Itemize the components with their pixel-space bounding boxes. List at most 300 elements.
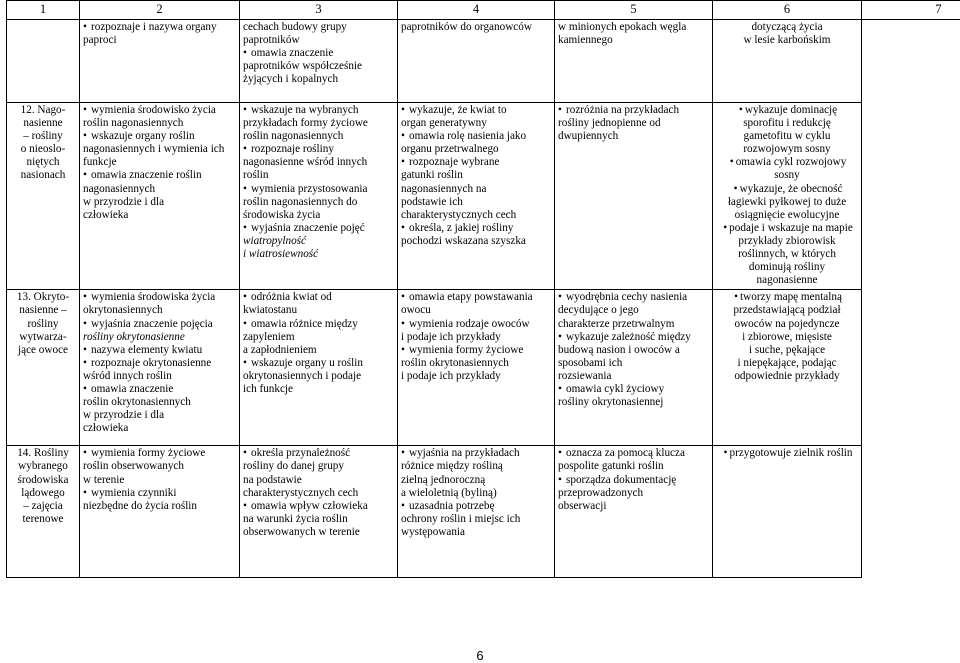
- cell-line-text: i podaje ich przykłady: [401, 331, 501, 343]
- cell-line-text: – rośliny: [23, 130, 62, 142]
- cell-line-text: organ generatywny: [401, 117, 487, 129]
- cell-line-text: ochrony roślin i miejsc ich: [401, 513, 520, 525]
- cell-line: [10, 130, 76, 143]
- cell-line-text: rozróżnia na przykładach: [566, 104, 679, 116]
- cell-line-text: roślin okrytonasiennych: [401, 357, 509, 369]
- header-cell-5: 5: [555, 1, 713, 20]
- requirement-cell: [713, 103, 862, 290]
- cell-line-text: kamiennego: [558, 34, 613, 46]
- cell-line: [401, 21, 551, 34]
- bullet-icon: [401, 130, 409, 143]
- cell-line-text: okrytonasiennych: [83, 304, 163, 316]
- requirement-cell: [398, 20, 555, 103]
- cell-line-text: wybranego: [18, 460, 68, 472]
- cell-line: [83, 409, 236, 422]
- cell-line: [716, 318, 858, 331]
- cell-line-text: różnice między rośliną: [401, 460, 503, 472]
- header-cell-6: 6: [713, 1, 862, 20]
- cell-lines: [243, 291, 394, 396]
- cell-line: [243, 291, 394, 304]
- cell-line-text: sposobami ich: [558, 357, 622, 369]
- cell-line: [10, 513, 76, 526]
- cell-line: [83, 117, 236, 130]
- cell-line-text: omawia rolę nasienia jako: [409, 130, 526, 142]
- bullet-icon: [243, 47, 251, 60]
- cell-lines: [716, 104, 858, 287]
- bullet-icon: [83, 104, 91, 117]
- cell-line: [558, 104, 709, 117]
- cell-line: [716, 304, 858, 317]
- cell-line: [83, 357, 236, 370]
- cell-line-text: charakterystycznych cech: [243, 487, 358, 499]
- cell-line: [243, 500, 394, 513]
- cell-line: [83, 383, 236, 396]
- cell-line: [716, 117, 858, 130]
- cell-line-text: rośliny okrytonasienne: [83, 331, 185, 343]
- cell-line: [243, 331, 394, 344]
- cell-line-text: łagiewki pyłkowej to duże: [728, 196, 846, 208]
- cell-line-text: w przyrodzie i dla: [83, 196, 164, 208]
- cell-line: [83, 34, 236, 47]
- requirement-cell: [713, 20, 862, 103]
- cell-line: [10, 117, 76, 130]
- cell-line: [243, 235, 394, 248]
- cell-line-text: określa, z jakiej rośliny: [409, 222, 513, 234]
- cell-line-text: i suche, pękające: [749, 344, 825, 356]
- cell-line-text: roślin nagonasiennych: [243, 130, 343, 142]
- cell-line-text: uzasadnia potrzebę: [409, 500, 494, 512]
- cell-line: [243, 183, 394, 196]
- cell-line-text: organu przetrwalnego: [401, 143, 499, 155]
- cell-line-text: dotyczącą życia: [751, 21, 822, 33]
- cell-lines: [716, 21, 858, 47]
- cell-line-text: wymienia czynniki: [91, 487, 176, 499]
- cell-line: [716, 291, 858, 304]
- cell-line: [83, 344, 236, 357]
- cell-line: [243, 460, 394, 473]
- cell-line: [401, 130, 551, 143]
- cell-lines: [716, 447, 858, 460]
- requirements-table: [6, 0, 960, 578]
- cell-line-text: rozpoznaje i nazywa organy: [91, 21, 217, 33]
- cell-line: [83, 396, 236, 409]
- cell-line-text: nagonasienne: [757, 274, 818, 286]
- cell-line: [243, 222, 394, 235]
- cell-line-text: podaje i wskazuje na mapie: [729, 222, 853, 234]
- cell-line: [716, 331, 858, 344]
- cell-line: [83, 209, 236, 222]
- cell-line: [10, 331, 76, 344]
- bullet-icon: [243, 500, 251, 513]
- cell-line: [716, 357, 858, 370]
- cell-line-text: podstawie ich: [401, 196, 463, 208]
- cell-line: [558, 370, 709, 383]
- cell-line: [83, 169, 236, 182]
- cell-line-text: paprotników do organowców: [401, 21, 532, 33]
- cell-line-text: omawia różnice między: [251, 318, 358, 330]
- bullet-icon: [721, 222, 729, 235]
- cell-line-text: i niepękające, podając: [737, 357, 836, 369]
- requirement-cell: [80, 446, 240, 578]
- bullet-icon: [558, 474, 566, 487]
- bullet-icon: [243, 143, 251, 156]
- cell-line: [83, 104, 236, 117]
- cell-line: [243, 248, 394, 261]
- cell-line-text: okrytonasiennych i podaje: [243, 370, 361, 382]
- cell-line: [558, 474, 709, 487]
- cell-line-text: na podstawie: [243, 474, 302, 486]
- cell-line-text: rośliny: [27, 318, 58, 330]
- cell-line-text: gametofitu w cyklu: [744, 130, 831, 142]
- cell-line: [10, 474, 76, 487]
- bullet-icon: [83, 318, 91, 331]
- cell-line: [83, 370, 236, 383]
- cell-lines: [558, 104, 709, 143]
- cell-line-text: nazywa elementy kwiatu: [91, 344, 202, 356]
- bullet-icon: [732, 291, 740, 304]
- cell-line-text: omawia znaczenie: [251, 47, 333, 59]
- bullet-icon: [558, 447, 566, 460]
- cell-line: [83, 304, 236, 317]
- cell-line: [401, 357, 551, 370]
- cell-line: [558, 117, 709, 130]
- cell-line-text: gatunki roślin: [401, 169, 463, 181]
- requirement-cell: [80, 290, 240, 446]
- cell-line-text: wskazuje na wybranych: [251, 104, 358, 116]
- cell-line: [401, 209, 551, 222]
- cell-line-text: środowiska: [18, 474, 69, 486]
- cell-line: [243, 447, 394, 460]
- cell-line: [10, 291, 76, 304]
- bullet-icon: [243, 357, 251, 370]
- cell-line-text: dominują rośliny: [749, 261, 825, 273]
- cell-line-text: charakterystycznych cech: [401, 209, 516, 221]
- cell-line-text: oznacza za pomocą klucza: [566, 447, 685, 459]
- cell-line-text: decydujące o jego: [558, 304, 639, 316]
- cell-line-text: nagonasiennych: [83, 183, 155, 195]
- cell-line-text: rośliny do danej grupy: [243, 460, 344, 472]
- cell-line: [243, 196, 394, 209]
- cell-line: [243, 73, 394, 86]
- bullet-icon: [558, 291, 566, 304]
- cell-line: [716, 130, 858, 143]
- bullet-icon: [83, 344, 91, 357]
- cell-line: [558, 396, 709, 409]
- cell-line: [716, 209, 858, 222]
- cell-line-text: w lesie karbońskim: [744, 34, 831, 46]
- cell-line: [716, 274, 858, 287]
- cell-line: [716, 196, 858, 209]
- table-row: [7, 103, 960, 290]
- cell-lines: [10, 291, 76, 356]
- requirement-cell: [240, 446, 398, 578]
- cell-line-text: nasienne –: [19, 304, 67, 316]
- cell-line-text: rozpoznaje rośliny: [251, 143, 334, 155]
- cell-line-text: roślin nagonasiennych: [83, 117, 183, 129]
- cell-line-text: niezbędne do życia roślin: [83, 500, 197, 512]
- cell-line-text: nagonasiennych na: [401, 183, 486, 195]
- cell-line: [401, 235, 551, 248]
- header-cell-4: 4: [398, 1, 555, 20]
- cell-lines: [10, 447, 76, 526]
- cell-line-text: nasienne: [23, 117, 62, 129]
- cell-line: [401, 143, 551, 156]
- cell-line: [243, 117, 394, 130]
- cell-line-text: wiatropylność: [243, 235, 306, 247]
- cell-line: [243, 104, 394, 117]
- bullet-icon: [243, 183, 251, 196]
- cell-line: [10, 169, 76, 182]
- cell-lines: [558, 291, 709, 409]
- cell-line: [716, 248, 858, 261]
- cell-line-text: tworzy mapę mentalną: [740, 291, 842, 303]
- requirement-cell: [80, 20, 240, 103]
- cell-line: [716, 222, 858, 235]
- requirement-cell: [398, 446, 555, 578]
- cell-line: [10, 500, 76, 513]
- cell-line: [401, 318, 551, 331]
- cell-line-text: w minionych epokach węgla: [558, 21, 686, 33]
- cell-line-text: określa przynależność: [251, 447, 350, 459]
- cell-lines: [401, 104, 551, 248]
- cell-line-text: omawia znaczenie: [91, 383, 173, 395]
- header-row: [7, 1, 960, 20]
- cell-line: [401, 500, 551, 513]
- cell-line-text: i wiatrosiewność: [243, 248, 318, 260]
- cell-line-text: w terenie: [83, 474, 124, 486]
- cell-line-text: pochodzi wskazana szyszka: [401, 235, 526, 247]
- cell-line: [401, 104, 551, 117]
- cell-line-text: – zajęcia: [23, 500, 62, 512]
- cell-line: [558, 344, 709, 357]
- cell-line: [83, 500, 236, 513]
- requirement-cell: [555, 20, 713, 103]
- bullet-icon: [558, 331, 566, 344]
- requirement-cell: [555, 290, 713, 446]
- cell-line: [83, 21, 236, 34]
- cell-line: [558, 383, 709, 396]
- cell-line-text: 14. Rośliny: [17, 447, 69, 459]
- cell-line-text: żyjących i kopalnych: [243, 73, 338, 85]
- cell-line-text: dwupiennych: [558, 130, 618, 142]
- cell-line: [83, 183, 236, 196]
- requirement-cell: [240, 290, 398, 446]
- cell-line: [401, 291, 551, 304]
- cell-line: [401, 156, 551, 169]
- cell-lines: [83, 104, 236, 222]
- cell-line: [401, 487, 551, 500]
- cell-line-text: rozpoznaje okrytonasienne: [91, 357, 211, 369]
- cell-line: [83, 460, 236, 473]
- requirement-cell: [713, 290, 862, 446]
- cell-line-text: 12. Nago-: [21, 104, 66, 116]
- cell-line: [558, 500, 709, 513]
- cell-line: [558, 291, 709, 304]
- bullet-icon: [83, 487, 91, 500]
- cell-line-text: nagonasiennych i wymienia ich: [83, 143, 224, 155]
- cell-line: [716, 34, 858, 47]
- topic-cell: [7, 20, 80, 103]
- cell-line-text: cechach budowy grupy: [243, 21, 347, 33]
- cell-line: [243, 47, 394, 60]
- bullet-icon: [732, 183, 740, 196]
- cell-line-text: zielną jednoroczną: [401, 474, 485, 486]
- cell-line-text: wskazuje organy u roślin: [251, 357, 363, 369]
- cell-line: [243, 21, 394, 34]
- cell-line-text: paprotników: [243, 34, 300, 46]
- cell-line: [243, 143, 394, 156]
- bullet-icon: [83, 357, 91, 370]
- cell-lines: [401, 447, 551, 539]
- bullet-icon: [401, 318, 409, 331]
- cell-line: [558, 487, 709, 500]
- table-row: [7, 20, 960, 103]
- bullet-icon: [243, 222, 251, 235]
- cell-line: [716, 344, 858, 357]
- cell-line-text: wśród innych roślin: [83, 370, 172, 382]
- cell-line: [401, 526, 551, 539]
- cell-line-text: omawia cykl rozwojowy: [736, 156, 847, 168]
- cell-line: [716, 261, 858, 274]
- cell-line-text: roślin okrytonasiennych: [83, 396, 191, 408]
- bullet-icon: [558, 383, 566, 396]
- bullet-icon: [83, 130, 91, 143]
- cell-line: [716, 447, 858, 460]
- cell-line: [401, 447, 551, 460]
- cell-line: [243, 130, 394, 143]
- cell-line-text: wymienia formy życiowe: [91, 447, 205, 459]
- table-row: [7, 446, 960, 578]
- cell-line-text: roślin: [243, 169, 268, 181]
- topic-cell: [7, 103, 80, 290]
- cell-line-text: budową nasion i owoców a: [558, 344, 680, 356]
- cell-line-text: roślin obserwowanych: [83, 460, 184, 472]
- cell-line: [716, 156, 858, 169]
- cell-line: [83, 447, 236, 460]
- bullet-icon: [83, 447, 91, 460]
- cell-line: [10, 104, 76, 117]
- cell-line-text: odpowiednie przykłady: [734, 370, 839, 382]
- cell-line-text: omawia cykl życiowy: [566, 383, 664, 395]
- cell-line: [243, 474, 394, 487]
- cell-line-text: wymienia środowisko życia: [91, 104, 216, 116]
- bullet-icon: [83, 169, 91, 182]
- cell-line-text: wykazuje, że obecność: [740, 183, 843, 195]
- bullet-icon: [243, 104, 251, 117]
- cell-line: [243, 34, 394, 47]
- requirement-cell: [555, 103, 713, 290]
- requirement-cell: [240, 103, 398, 290]
- cell-line-text: o nieoslo-: [21, 143, 65, 155]
- cell-line: [83, 331, 236, 344]
- cell-line: [401, 344, 551, 357]
- cell-line: [558, 357, 709, 370]
- cell-line: [83, 130, 236, 143]
- cell-line-text: 13. Okryto-: [17, 291, 69, 303]
- cell-line: [716, 370, 858, 383]
- cell-line-text: przeprowadzonych: [558, 487, 643, 499]
- cell-line-text: człowieka: [83, 209, 128, 221]
- cell-lines: [10, 104, 76, 183]
- cell-line-text: niętych: [27, 156, 60, 168]
- cell-line: [558, 447, 709, 460]
- cell-line-text: omawia znaczenie roślin: [91, 169, 202, 181]
- cell-line-text: omawia etapy powstawania: [409, 291, 533, 303]
- cell-line: [243, 344, 394, 357]
- cell-line: [10, 460, 76, 473]
- cell-line-text: wykazuje dominację: [745, 104, 837, 116]
- cell-line: [83, 474, 236, 487]
- cell-line-text: wyjaśnia znaczenie pojęcia: [91, 318, 213, 330]
- cell-lines: [401, 21, 551, 34]
- cell-line: [10, 487, 76, 500]
- cell-line-text: funkcje: [83, 156, 117, 168]
- cell-lines: [243, 447, 394, 539]
- bullet-icon: [243, 318, 251, 331]
- cell-line-text: osiągnięcie ewolucyjne: [735, 209, 840, 221]
- cell-line-text: charakterze przetrwalnym: [558, 318, 674, 330]
- bullet-icon: [243, 291, 251, 304]
- bullet-icon: [558, 104, 566, 117]
- cell-line: [401, 196, 551, 209]
- cell-line: [83, 318, 236, 331]
- requirement-cell: [240, 20, 398, 103]
- cell-line-text: rozsiewania: [558, 370, 611, 382]
- cell-line: [558, 21, 709, 34]
- cell-line-text: pospolite gatunki roślin: [558, 460, 664, 472]
- cell-line: [83, 487, 236, 500]
- bullet-icon: [401, 156, 409, 169]
- cell-line-text: wymienia przystosowania: [251, 183, 368, 195]
- cell-line-text: wskazuje organy roślin: [91, 130, 195, 142]
- cell-line: [401, 183, 551, 196]
- cell-line: [401, 304, 551, 317]
- cell-line: [401, 331, 551, 344]
- cell-line: [243, 526, 394, 539]
- topic-cell: [7, 446, 80, 578]
- bullet-icon: [83, 291, 91, 304]
- cell-line: [401, 513, 551, 526]
- cell-line-text: odróżnia kwiat od: [251, 291, 332, 303]
- cell-line-text: roślinnych, w których: [738, 248, 836, 260]
- cell-line: [243, 169, 394, 182]
- cell-line: [83, 291, 236, 304]
- cell-line-text: w przyrodzie i dla: [83, 409, 164, 421]
- cell-line: [558, 34, 709, 47]
- cell-line-text: przedstawiającą podział: [733, 304, 840, 316]
- cell-line-text: a zapłodnieniem: [243, 344, 317, 356]
- cell-line: [558, 460, 709, 473]
- cell-line: [558, 130, 709, 143]
- header-cell-7: 7: [862, 1, 960, 20]
- cell-line: [10, 447, 76, 460]
- bullet-icon: [83, 21, 91, 34]
- bullet-icon: [401, 222, 409, 235]
- cell-line: [716, 183, 858, 196]
- bullet-icon: [401, 447, 409, 460]
- cell-line: [83, 422, 236, 435]
- cell-line-text: paproci: [83, 34, 117, 46]
- cell-line-text: człowieka: [83, 422, 128, 434]
- cell-line-text: wykazuje zależność między: [566, 331, 691, 343]
- bullet-icon: [737, 104, 745, 117]
- cell-line: [243, 60, 394, 73]
- cell-line-text: sosny: [774, 169, 800, 181]
- requirement-cell: [398, 290, 555, 446]
- bullet-icon: [243, 447, 251, 460]
- cell-line: [243, 304, 394, 317]
- cell-line: [401, 474, 551, 487]
